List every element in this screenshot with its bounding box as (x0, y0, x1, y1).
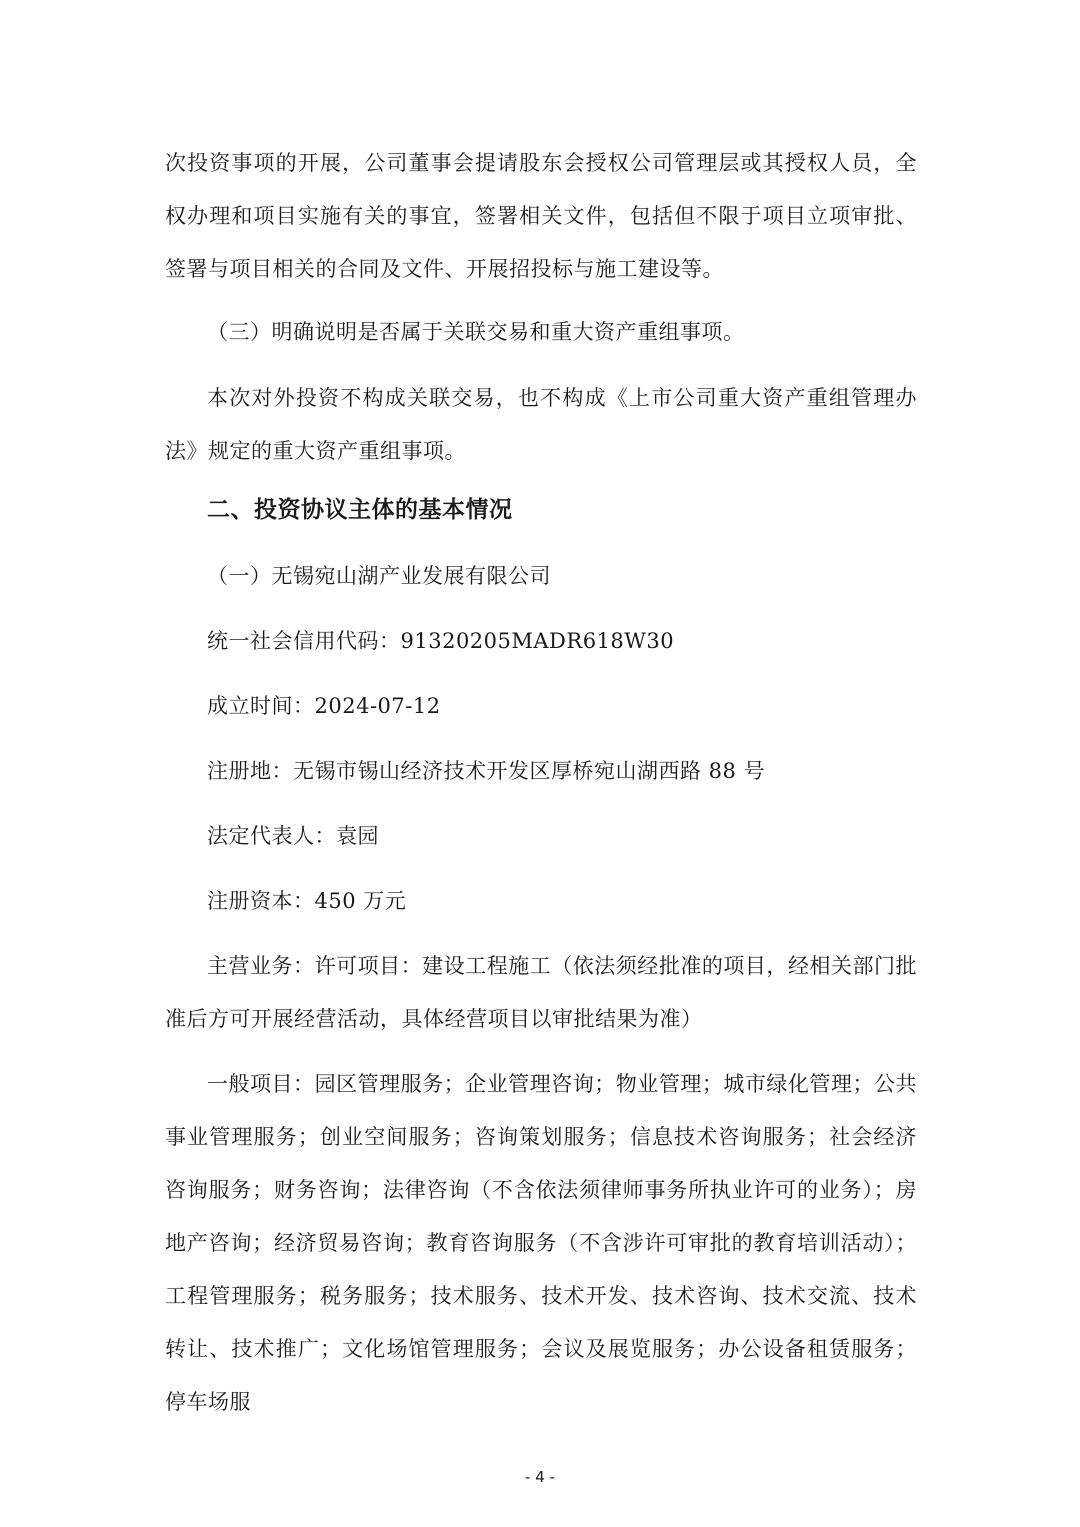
main-business: 主营业务：许可项目：建设工程施工（依法须经批准的项目，经相关部门批准后方可开展经营活动，具体经营项目以审批结果为准） (165, 954, 917, 1031)
registered-capital: 注册资本：450 万元 (207, 889, 407, 913)
paragraph-related-transaction-statement: 本次对外投资不构成关联交易，也不构成《上市公司重大资产重组管理办法》规定的重大资产重组事项。 (165, 386, 917, 463)
company-subheading: （一）无锡宛山湖产业发展有限公司 (207, 564, 551, 588)
registered-address: 注册地：无锡市锡山经济技术开发区厚桥宛山湖西路 88 号 (207, 759, 766, 783)
legal-representative: 法定代表人：袁园 (207, 824, 379, 848)
section-heading: 二、投资协议主体的基本情况 (207, 497, 513, 523)
page-number: - 4 - (525, 1468, 555, 1486)
credit-code: 统一社会信用代码：91320205MADR618W30 (207, 629, 675, 653)
paragraph-related-transaction-heading: （三）明确说明是否属于关联交易和重大资产重组事项。 (207, 320, 745, 344)
general-business-items: 一般项目：园区管理服务；企业管理咨询；物业管理；城市绿化管理；公共事业管理服务；创业空间服务；咨询策划服务；信息技术咨询服务；社会经济咨询服务；财务咨询；法律咨询（不含依法须律师事务所执业许可的业务）；房地产咨询；经济贸易咨询；教育咨询服务（不含涉许可审批的教育培训活动）；工程管理服务；税务服务；技术服务、技术开发、技术咨询、技术交流、技术转让、技术推广；文化场馆管理服务；会议及展览服务；办公设备租赁服务；停车场服 (165, 1072, 917, 1414)
paragraph-authorization: 次投资事项的开展，公司董事会提请股东会授权公司管理层或其授权人员，全权办理和项目实施有关的事宜，签署相关文件，包括但不限于项目立项审批、签署与项目相关的合同及文件、开展招投标与施工建设等。 (165, 151, 917, 281)
established-date: 成立时间：2024-07-12 (207, 694, 441, 718)
